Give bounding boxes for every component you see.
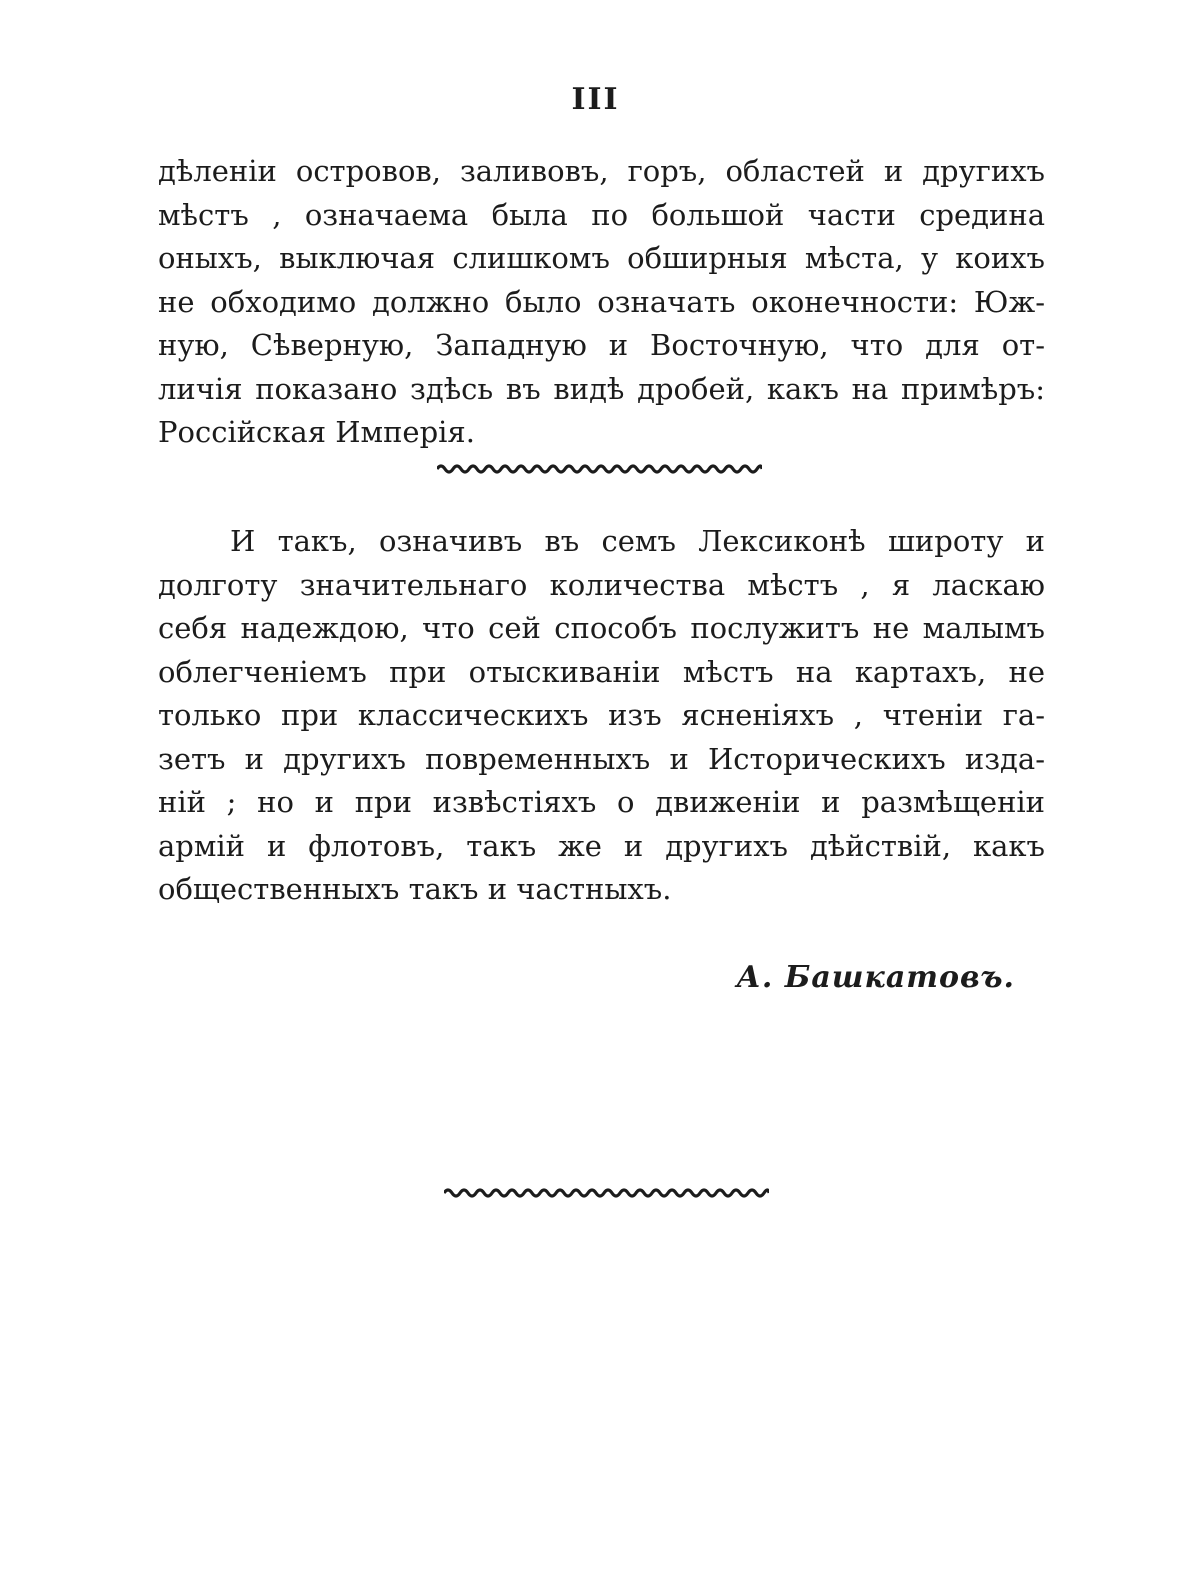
text-line: ній ; но и при извѣстіяхъ о движеніи и размѣщеніи [158,785,1045,819]
text-line: зетъ и другихъ повременныхъ и Историческихъ изда- [158,741,1045,776]
text-line: личія показано здѣсь въ видѣ дробей, какъ на примѣръ: [158,371,1045,406]
text-line: общественныхъ такъ и частныхъ. [158,872,672,906]
ornamental-divider [444,1186,769,1200]
text-line: облегченіемъ при отыскиваніи мѣстъ на картахъ, не [158,654,1045,689]
text-line: оныхъ, выключая слишкомъ обширныя мѣста, у коихъ [158,241,1045,275]
paragraph-1 [158,150,1045,455]
text-line: дѣленіи островов, заливовъ, горъ, областей и другихъ [158,154,1045,188]
text-line: не обходимо должно было означать оконечности: Юж- [158,284,1045,319]
text-line: И такъ, означивъ въ семъ Лексиконѣ широту и [230,524,1045,558]
text-line: только при классическихъ изъ ясненіяхъ , чтеніи га- [158,698,1045,732]
text-line: себя надеждою, что сей способъ послужитъ не малымъ [158,611,1045,645]
author-signature: А. Башкатовъ. [736,960,1015,995]
text-line: мѣстъ , означаема была по большой части средина [158,197,1045,232]
text-line: Россійская Имперія. [158,415,475,449]
text-line: ную, Сѣверную, Западную и Восточную, что для от- [158,328,1045,362]
page-number: III [571,82,620,117]
paragraph-2 [158,520,1045,912]
text-line: армій и флотовъ, такъ же и другихъ дѣйствій, какъ [158,828,1045,863]
ornamental-divider [437,462,762,476]
text-line: долготу значительнаго количества мѣстъ , я ласкаю [158,567,1045,602]
